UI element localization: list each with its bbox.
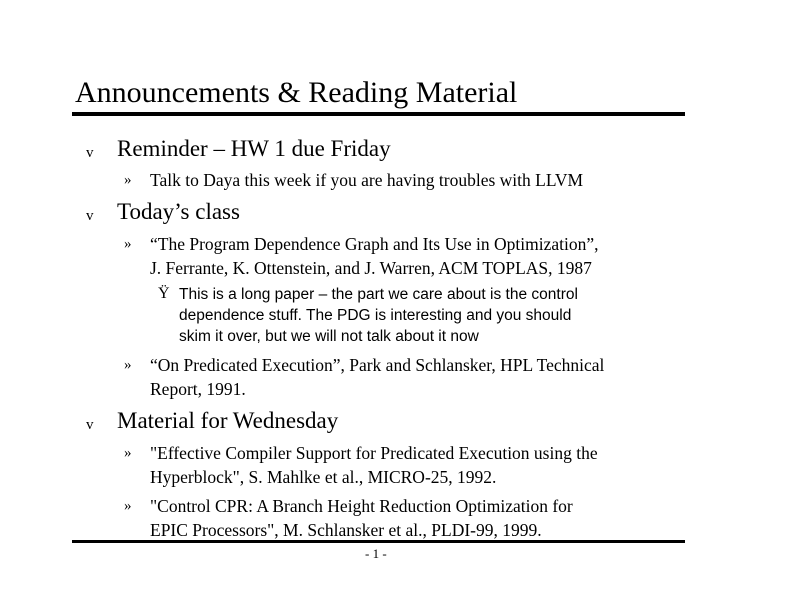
bullet-todays-class: Today’s class (117, 199, 240, 224)
sub-item-text: "Effective Compiler Support for Predicated Execution using the (150, 443, 598, 463)
bullet-material-wednesday: Material for Wednesday (117, 408, 339, 433)
subsub-item-text: dependence stuff. The PDG is interesting and you should (179, 307, 572, 324)
slide-title: Announcements & Reading Material (75, 76, 518, 109)
sub-bullet-marker: » (124, 445, 132, 461)
subsub-bullet-marker: Ÿ (158, 285, 170, 302)
page-number: - 1 - (365, 546, 387, 561)
subsub-item-text: skim it over, but we will not talk about it now (179, 328, 479, 345)
footer-rule (72, 540, 685, 543)
sub-bullet-marker: » (124, 236, 132, 252)
sub-bullet-marker: » (124, 498, 132, 514)
sub-bullet-marker: » (124, 357, 132, 373)
bullet-reminder-hw1: Reminder – HW 1 due Friday (117, 136, 391, 161)
bullet-icon: v (86, 208, 94, 224)
sub-bullet-marker: » (124, 172, 132, 188)
bullet-icon: v (86, 145, 94, 161)
sub-item-text: “The Program Dependence Graph and Its Use in Optimization”, (150, 234, 599, 254)
sub-item-text: “On Predicated Execution”, Park and Schlansker, HPL Technical (150, 355, 605, 375)
sub-item-text: EPIC Processors", M. Schlansker et al., PLDI-99, 1999. (150, 520, 542, 540)
sub-item-text: Report, 1991. (150, 379, 246, 399)
subsub-item-text: This is a long paper – the part we care about is the control (179, 286, 578, 303)
title-underline (72, 112, 685, 116)
sub-item-text: J. Ferrante, K. Ottenstein, and J. Warren, ACM TOPLAS, 1987 (150, 258, 592, 278)
sub-item-text: "Control CPR: A Branch Height Reduction Optimization for (150, 496, 573, 516)
sub-item-text: Talk to Daya this week if you are having troubles with LLVM (150, 170, 584, 190)
bullet-icon: v (86, 417, 94, 433)
sub-item-text: Hyperblock", S. Mahlke et al., MICRO-25, 1992. (150, 467, 497, 487)
